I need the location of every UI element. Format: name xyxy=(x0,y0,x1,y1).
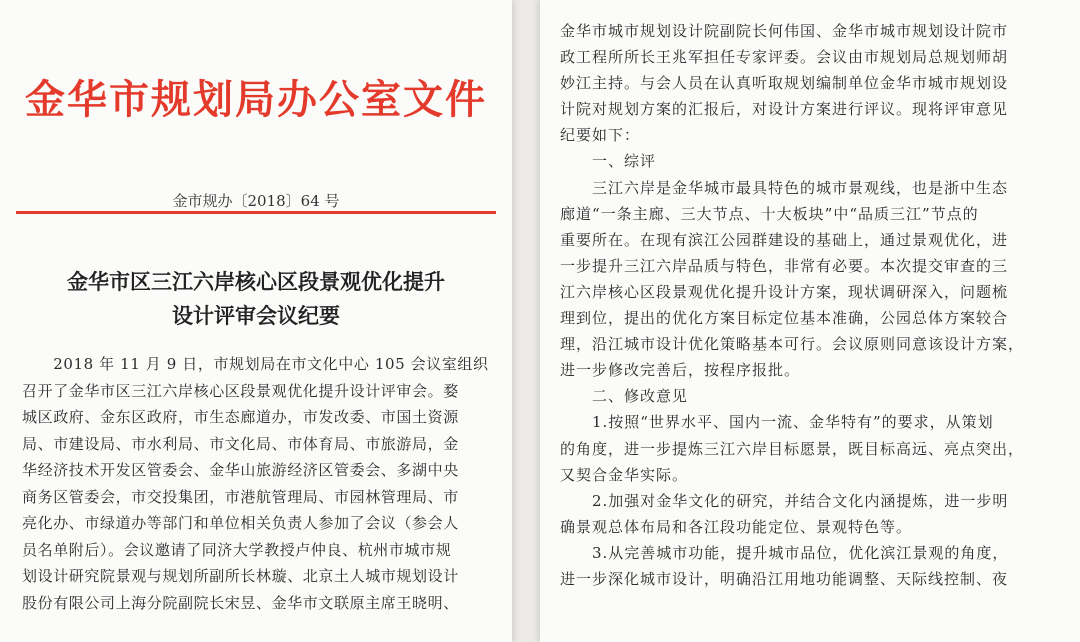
body-text-line: 员名单附后）。会议邀请了同济大学教授卢仲良、杭州市城市规 xyxy=(22,540,452,559)
body-text-line: 计院对规划方案的汇报后，对设计方案进行评议。现将评审意见 xyxy=(560,100,1009,119)
body-text-line: 重要所在。在现有滨江公园群建设的基础上，通过景观优化，进 xyxy=(560,230,1009,249)
body-text-line: 一步提升三江六岸品质与特色，非常有必要。本次提交审查的三 xyxy=(560,256,1009,275)
body-text-line: 股份有限公司上海分院副院长宋昱、金华市文联原主席王晓明、 xyxy=(22,593,459,612)
document-title-line-2: 设计评审会议纪要 xyxy=(172,303,340,328)
body-text-line: 1.按照“世界水平、国内一流、金华特有”的要求，从策划 xyxy=(560,413,994,432)
body-text-line: 华经济技术开发区管委会、金华山旅游经济区管委会、多湖中央 xyxy=(22,461,459,479)
body-text-line: 局、市建设局、市水利局、市文化局、市体育局、市旅游局，金 xyxy=(22,434,459,453)
section-heading: 一、综评 xyxy=(560,152,657,171)
document-page-right xyxy=(540,0,1080,642)
body-text-line: 召开了金华市区三江六岸核心区段景观优化提升设计评审会。婺 xyxy=(22,381,459,400)
header-red-rule xyxy=(16,211,496,214)
body-text-line: 政工程所所长王兆军担任专家评委。会议由市规划局总规划师胡 xyxy=(560,48,1009,67)
document-page-left xyxy=(0,0,512,642)
body-text-line: 理到位，提出的优化方案目标定位基本准确，公园总体方案较合 xyxy=(560,309,1009,328)
body-text-line: 金华市城市规划设计院副院长何伟国、金华市城市规划设计院市 xyxy=(560,22,1009,40)
body-text-line: 城区政府、金东区政府，市生态廊道办，市发改委、市国土资源 xyxy=(22,408,459,426)
document-title-line-1: 金华市区三江六岸核心区段景观优化提升 xyxy=(67,269,445,294)
body-text-line: 划设计研究院景观与规划所副所长林璇、北京土人城市规划设计 xyxy=(22,567,459,585)
body-text-line: 2.加强对金华文化的研究，并结合文化内涵提炼，进一步明 xyxy=(560,491,1009,510)
body-text-line: 理，沿江城市设计优化策略基本可行。会议原则同意该设计方案， xyxy=(560,335,1025,354)
right-page-body xyxy=(560,18,1070,592)
document-header-title: 金华市规划局办公室文件 xyxy=(25,76,487,123)
section-heading: 二、修改意见 xyxy=(560,387,689,406)
body-text-line: 三江六岸是金华城市最具特色的城市景观线，也是浙中生态 xyxy=(560,178,1009,197)
body-text-line: 进一步修改完善后，按程序报批。 xyxy=(560,361,801,380)
body-text-line: 进一步深化城市设计，明确沿江用地功能调整、天际线控制、夜 xyxy=(560,569,1009,588)
body-text-line: 又契合金华实际。 xyxy=(560,465,689,484)
body-text-line: 2018 年 11 月 9 日，市规划局在市文化中心 105 会议室组织 xyxy=(22,355,489,373)
body-text-line: 江六岸核心区段景观优化提升设计方案，现状调研深入，问题梳 xyxy=(560,282,1009,301)
left-page-body xyxy=(22,351,494,616)
body-text-line: 亮化办、市绿道办等部门和单位相关负责人参加了会议（参会人 xyxy=(22,514,459,532)
body-text-line: 的角度，进一步提炼三江六岸目标愿景，既目标高远、亮点突出， xyxy=(560,439,1025,458)
body-text-line: 3.从完善城市功能，提升城市品位，优化滨江景观的角度， xyxy=(560,543,1009,562)
body-text-line: 纪要如下： xyxy=(560,126,641,145)
body-text-line: 妙江主持。与会人员在认真听取规划编制单位金华市城市规划设 xyxy=(560,74,1009,93)
body-text-line: 商务区管委会，市交投集团，市港航管理局、市园林管理局、市 xyxy=(22,487,459,506)
document-number: 金市规办〔2018〕64 号 xyxy=(172,192,340,210)
body-text-line: 廊道“一条主廊、三大节点、十大板块”中“品质三江”节点的 xyxy=(560,204,979,223)
body-text-line: 确景观总体布局和各江段功能定位、景观特色等。 xyxy=(560,517,913,536)
